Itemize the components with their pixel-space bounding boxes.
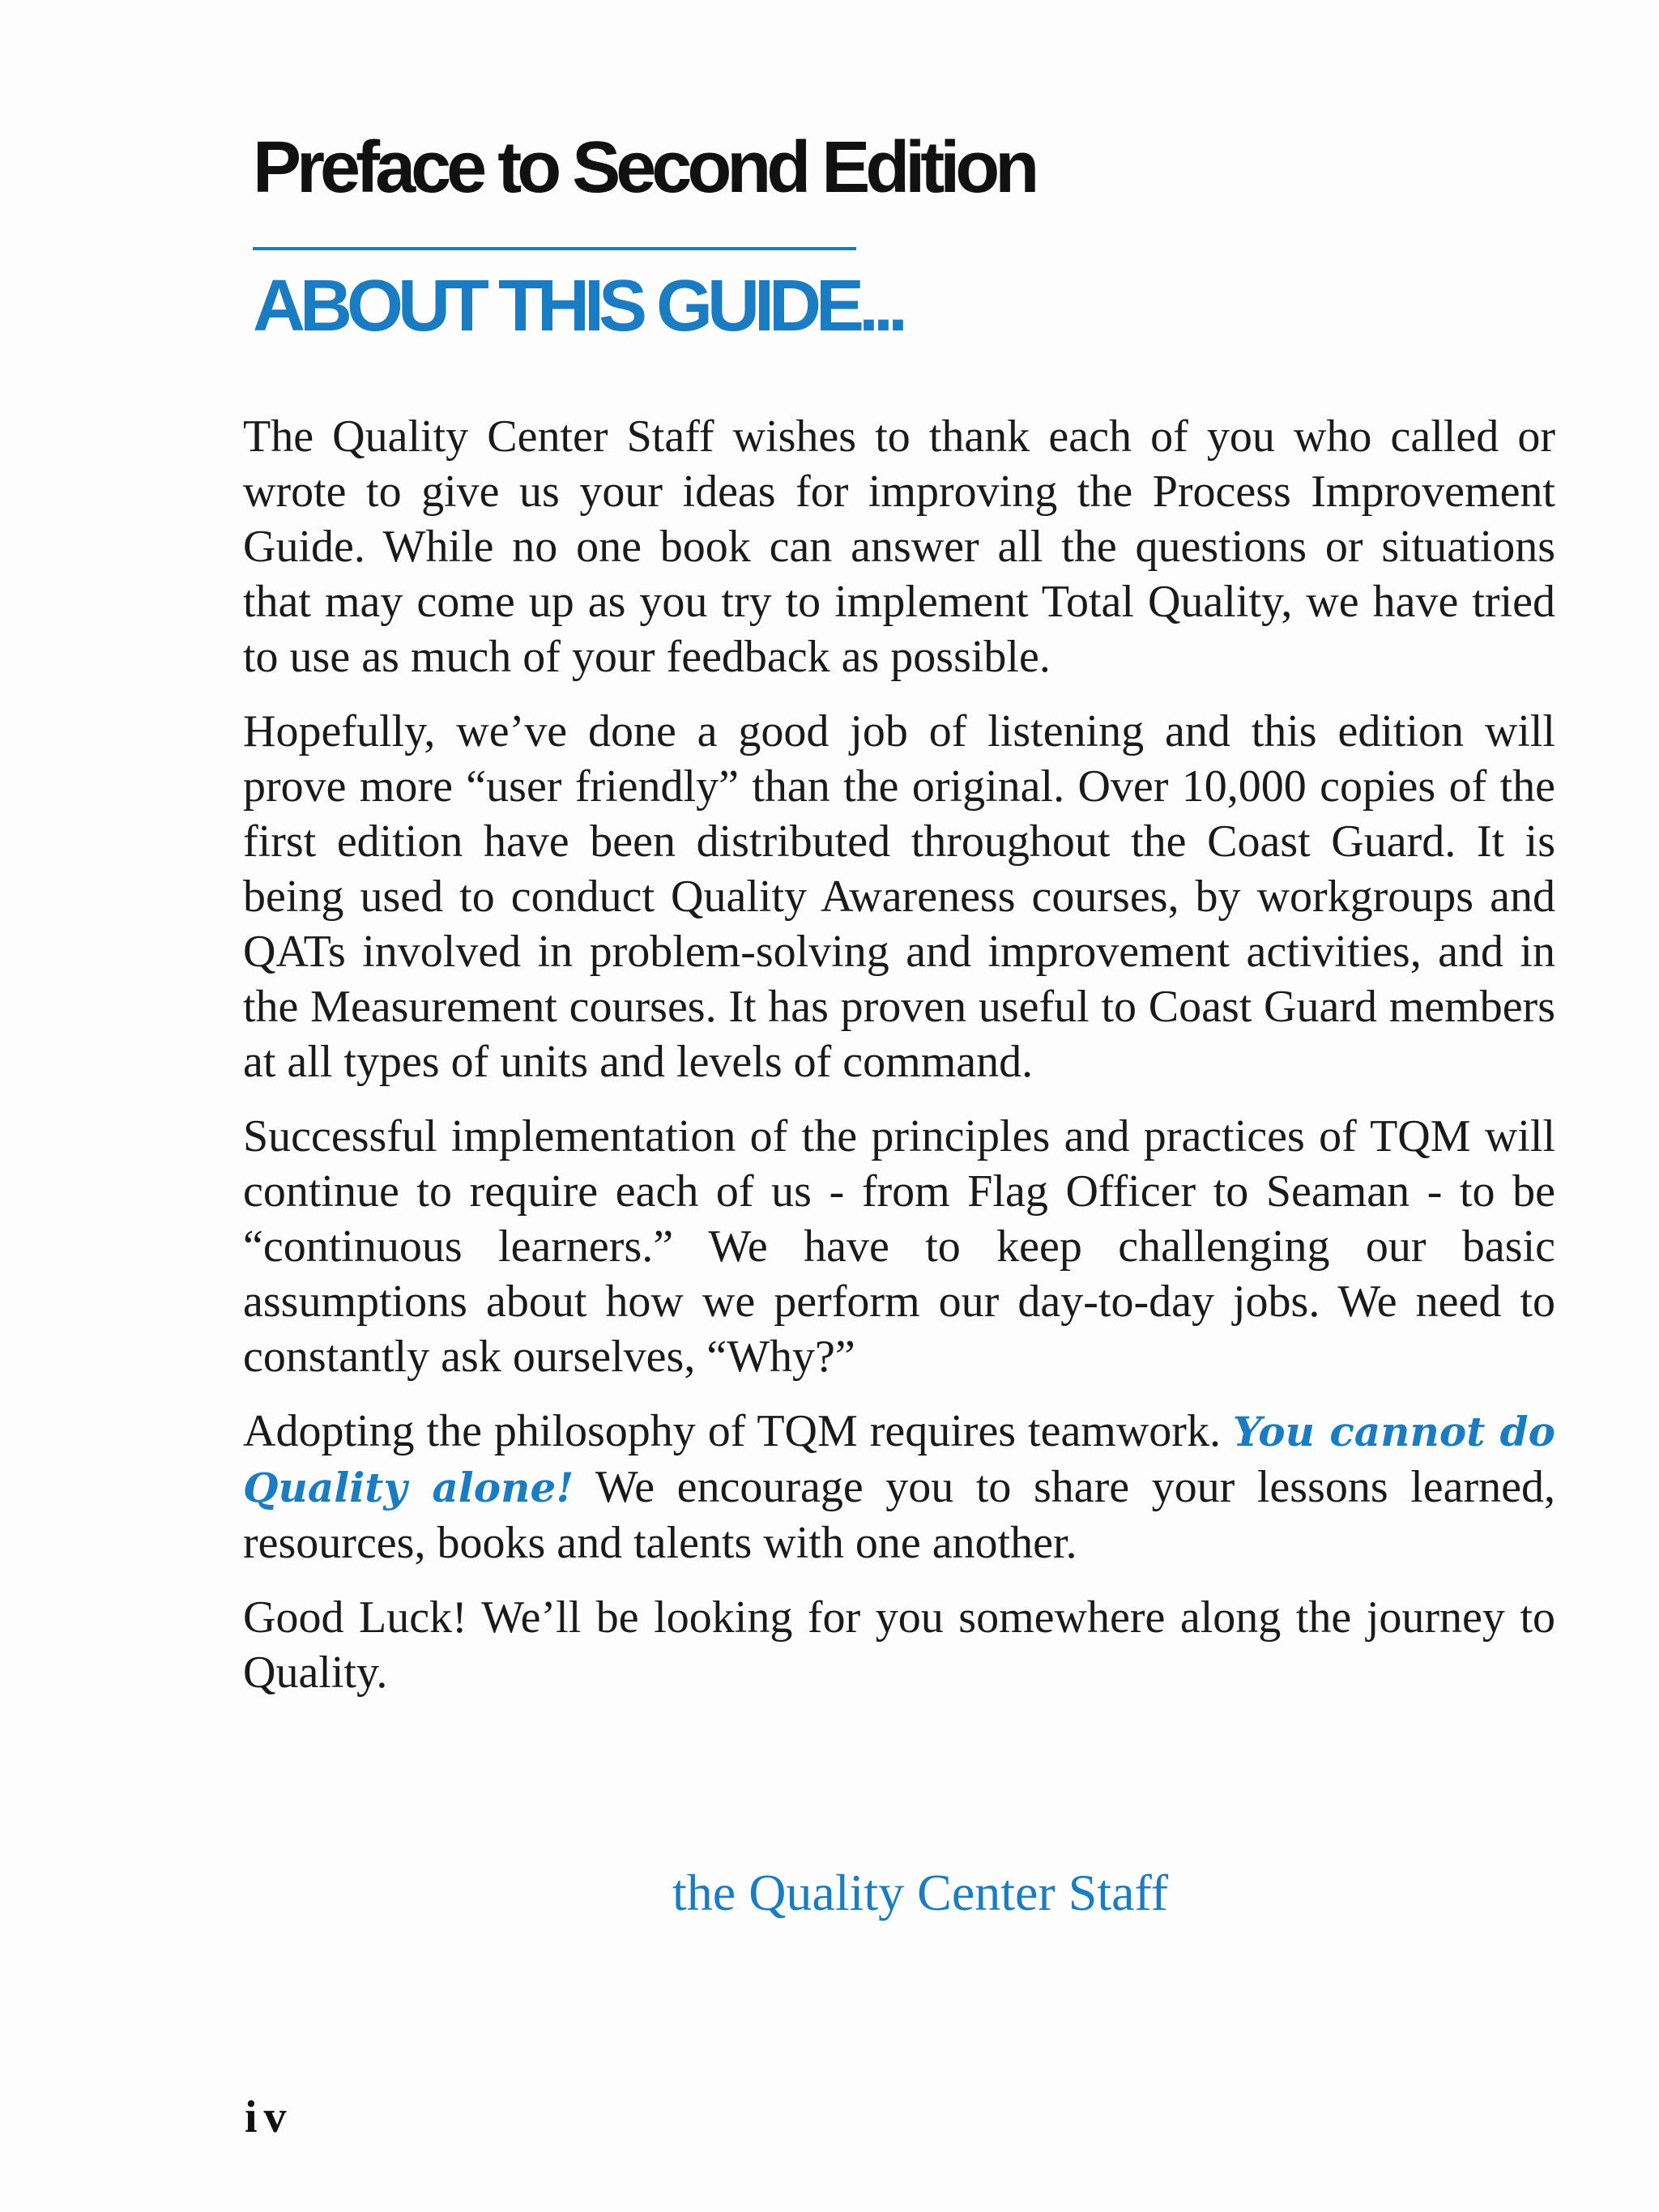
paragraph-distribution: Hopefully, we’ve done a good job of listening and this edition will prove more “user friendly” than the original. Over 10,000 copies of the first edition have been distributed throughout the Coast Guard. It is being used to conduct Quality Awareness courses, by workgroups and QATs involved in problem-solving and improvement activities, and in the Measurement courses. It has proven useful to Coast Guard members at all types of units and levels of command. bbox=[243, 706, 1555, 1087]
paragraph-teamwork bbox=[243, 1404, 1555, 1571]
paragraph-closing: Good Luck! We’ll be looking for you somewhere along the journey to Quality. bbox=[243, 1592, 1555, 1698]
preface-body bbox=[243, 409, 1555, 1720]
page-number: iv bbox=[245, 2092, 293, 2142]
title-divider bbox=[253, 247, 856, 250]
section-subtitle: ABOUT THIS GUIDE... bbox=[253, 266, 903, 347]
page-title: Preface to Second Edition bbox=[253, 127, 1035, 208]
paragraph-continuous-learning: Successful implementation of the principles and practices of TQM will continue to require each of us - from Flag Officer to Seaman - to be “continuous learners.” We have to keep challenging our basic assumptions about how we perform our day-to-day jobs. We need to constantly ask ourselves, “Why?” bbox=[243, 1111, 1555, 1382]
signature: the Quality Center Staff bbox=[672, 1864, 1168, 1921]
teamwork-tail-text: We encourage you to share your lessons learned, resources, books and talents with one another. bbox=[243, 1462, 1556, 1568]
teamwork-emphasis-text: You cannot do Quality alone! bbox=[243, 1408, 1555, 1511]
teamwork-lead-text: Adopting the philosophy of TQM requires teamwork. bbox=[243, 1406, 1233, 1456]
paragraph-thanks: The Quality Center Staff wishes to thank each of you who called or wrote to give us your ideas for improving the Process Improvement Guide. While no one book can answer all the questions or situations that may come up as you try to implement Total Quality, we have tried to use as much of your feedback as possible. bbox=[243, 411, 1555, 682]
